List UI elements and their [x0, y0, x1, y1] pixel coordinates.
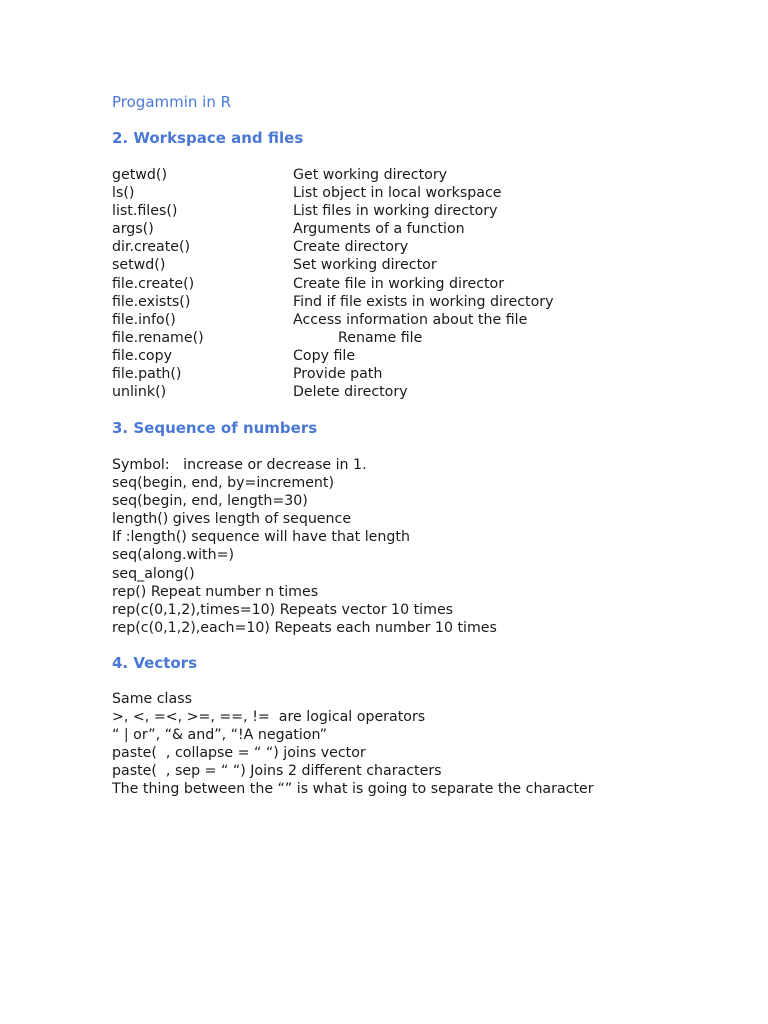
function-name: unlink(): [112, 384, 167, 401]
note-line: The thing between the “” is what is going to separate the character: [112, 781, 594, 798]
section-heading-sequence: 3. Sequence of numbers: [112, 419, 318, 437]
function-name: setwd(): [112, 257, 166, 274]
function-name: ls(): [112, 185, 135, 202]
function-name: list.files(): [112, 203, 178, 220]
function-description: Find if file exists in working directory: [293, 293, 554, 310]
table-row: [112, 220, 752, 238]
function-name: file.rename(): [112, 329, 204, 346]
section-heading-vectors: 4. Vectors: [112, 654, 198, 672]
function-description: Provide path: [293, 366, 383, 383]
note-line: rep(c(0,1,2),times=10) Repeats vector 10 times: [112, 601, 454, 618]
table-row: [112, 275, 752, 293]
table-row: [112, 202, 752, 220]
function-description: List files in working directory: [293, 203, 498, 220]
table-row: [112, 184, 752, 202]
note-line: seq_along(): [112, 565, 195, 582]
function-name: file.copy: [112, 347, 172, 364]
function-description: List object in local workspace: [293, 185, 502, 202]
function-description: Create file in working director: [293, 275, 505, 292]
note-line: rep() Repeat number n times: [112, 583, 319, 600]
note-line: length() gives length of sequence: [112, 511, 352, 528]
note-line: Symbol: increase or decrease in 1.: [112, 457, 367, 473]
sequence-notes: [112, 456, 752, 637]
function-name: dir.create(): [112, 239, 191, 256]
table-row: [112, 293, 752, 311]
function-name: file.info(): [112, 311, 176, 328]
table-row: [112, 365, 752, 383]
note-line: >, <, =<, >=, ==, != are logical operators: [112, 709, 426, 726]
table-row: [112, 383, 752, 401]
table-row: [112, 347, 752, 365]
function-name: getwd(): [112, 167, 167, 183]
table-row: [112, 238, 752, 256]
function-name: args(): [112, 221, 154, 238]
function-name: file.exists(): [112, 293, 191, 310]
document-title: Progammin in R: [112, 93, 232, 111]
function-name: file.path(): [112, 366, 182, 383]
function-description: Get working directory: [293, 167, 448, 183]
note-line: paste( , collapse = “ “) joins vector: [112, 745, 366, 762]
table-row: [112, 166, 752, 184]
note-line: seq(begin, end, length=30): [112, 493, 308, 510]
function-description: Rename file: [338, 329, 423, 346]
function-description: Arguments of a function: [293, 221, 465, 238]
function-description: Set working director: [293, 257, 437, 274]
function-description: Create directory: [293, 239, 409, 256]
note-line: If :length() sequence will have that length: [112, 529, 410, 546]
note-line: seq(along.with=): [112, 547, 235, 564]
note-line: “ | or”, “& and”, “!A negation”: [112, 727, 328, 744]
function-description: Copy file: [293, 347, 356, 364]
note-line: seq(begin, end, by=increment): [112, 475, 335, 492]
note-line: Same class: [112, 691, 192, 707]
vectors-notes: [112, 690, 752, 799]
table-row: [112, 311, 752, 329]
note-line: paste( , sep = “ “) Joins 2 different characters: [112, 763, 442, 780]
workspace-function-table: [112, 166, 752, 401]
note-line: rep(c(0,1,2),each=10) Repeats each number 10 times: [112, 619, 497, 636]
function-description: Delete directory: [293, 384, 408, 401]
function-description: Access information about the file: [293, 311, 528, 328]
function-name: file.create(): [112, 275, 195, 292]
table-row: [112, 329, 752, 347]
table-row: [112, 256, 752, 274]
section-heading-workspace: 2. Workspace and files: [112, 129, 304, 147]
